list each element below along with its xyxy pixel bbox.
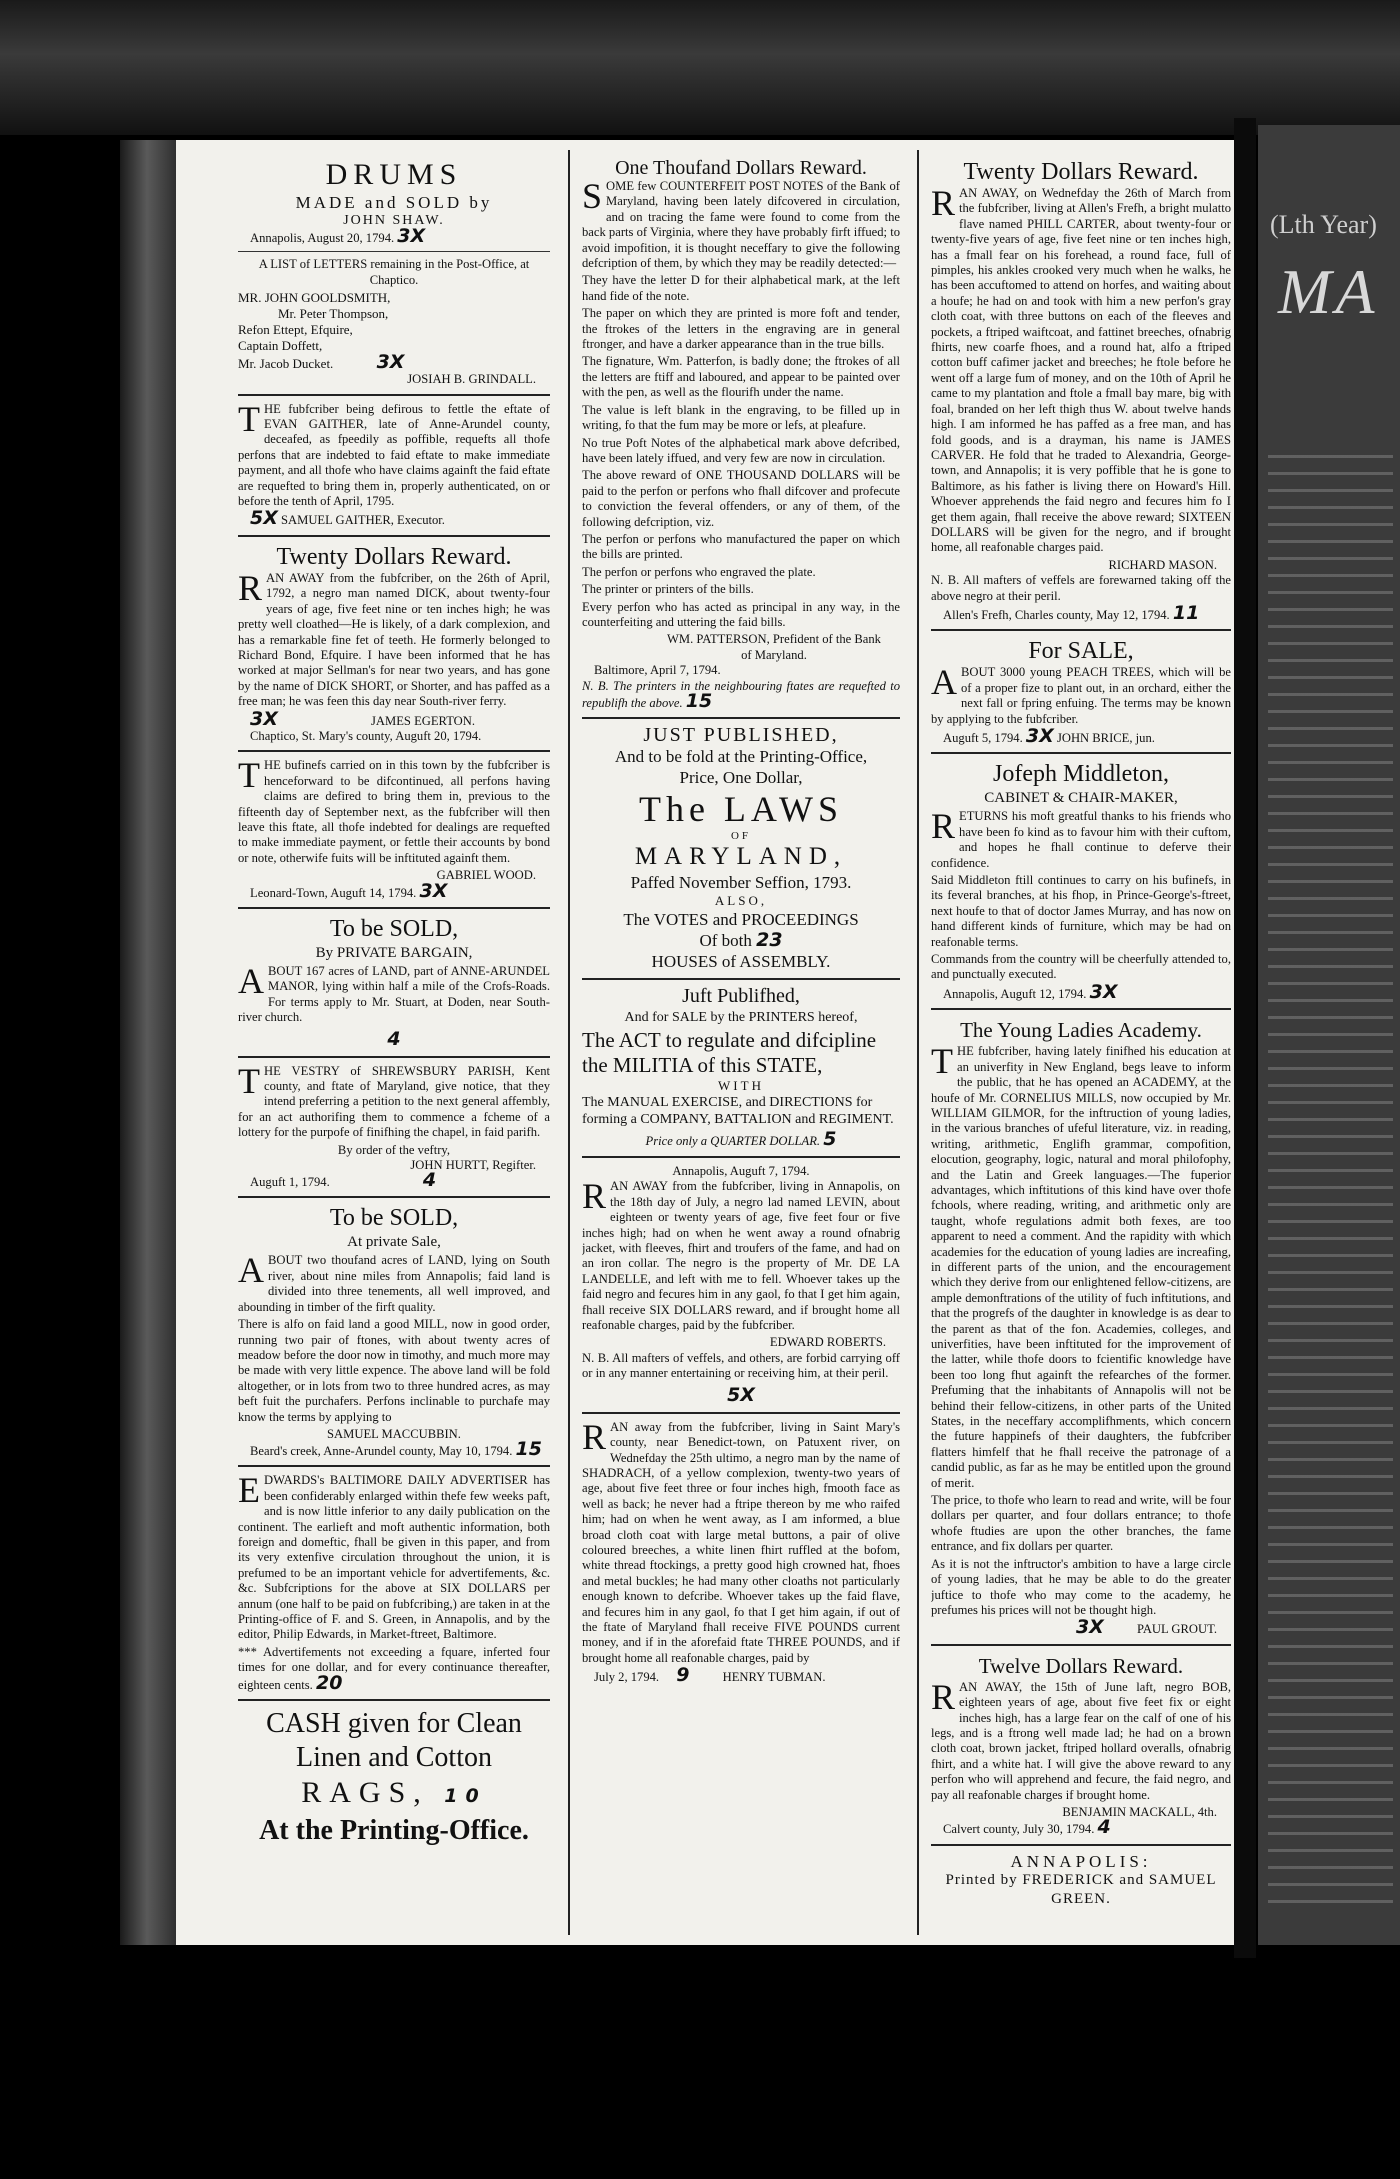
handwritten-mark: 3X bbox=[1075, 1616, 1104, 1639]
ad-body-text: DWARDS's BALTIMORE DAILY ADVERTISER has been confiderably enlarged within thefe few weeks paft, and is now little inferior to any daily publication on the continent. The earlieft and moft authentic information, both foreign and domeftic, fhall be given in this paper, and from its very extenfive circulation throughout the union, it is prefumed to be an important vehicle for advertifements, &c. &c. Subfcriptions for the above at SIX DOLLARS per annum (one half to be paid on fubfcribing,) are taken in at the Printing-office of F. and S. Green, in Annapolis, and by the editor, Philip Edwards, in Market-ftreet, Baltimore. bbox=[238, 1473, 550, 1642]
ad-body: The perfon or perfons who engraved the plate. bbox=[582, 564, 816, 579]
ad-date-line bbox=[238, 1437, 550, 1460]
divider bbox=[238, 251, 550, 252]
ad-signature: HENRY TUBMAN. bbox=[722, 1670, 826, 1685]
ad-levin bbox=[582, 1164, 900, 1405]
ad-title: To be SOLD, bbox=[329, 1205, 459, 1232]
letters-list bbox=[238, 290, 550, 372]
ad-note bbox=[582, 679, 900, 712]
ad-thousand-reward bbox=[582, 158, 900, 711]
ad-title: At the Printing-Office. bbox=[259, 1815, 529, 1847]
ad-heading: A LIST of LETTERS remaining in the Post-Office, at Chaptico. bbox=[258, 257, 530, 287]
divider bbox=[238, 1196, 550, 1198]
ad-title: DRUMS bbox=[325, 158, 463, 191]
ad-text: WITH bbox=[718, 1078, 764, 1094]
list-item-text: Mr. Jacob Ducket. bbox=[238, 356, 334, 372]
ad-shadrach bbox=[582, 1416, 900, 1687]
ad-date: Baltimore, April 7, 1794. bbox=[594, 663, 721, 678]
ad-body-text: HE bufinefs carried on in this town by the fubfcriber is henceforward to be difcontinued, all perfons having claims are defired to bring them in, previous to the fifteenth day of September next, as the fubfcriber will then leave this ftate, all thofe indebted for dealings are requefted to make immediate payment, or fettle their accounts by bond or note, otherwife fuits will be inftituted againft them. bbox=[238, 758, 550, 865]
printer-imprint bbox=[931, 1852, 1231, 1909]
divider bbox=[931, 752, 1231, 754]
ad-body-text: HE VESTRY of SHREWSBURY PARISH, Kent county, and ftate of Maryland, give notice, that they intend preferring a petition to the next general affembly, for an act authorifing them to commence a fcheme of a lottery for the purpofe of finifhing the chapel, in faid parifh. bbox=[238, 1063, 550, 1140]
ad-body bbox=[238, 961, 550, 1026]
divider bbox=[931, 1644, 1231, 1646]
ad-letters bbox=[238, 257, 550, 387]
handwritten-mark: 3X bbox=[1089, 980, 1118, 1003]
ad-body bbox=[931, 662, 1231, 727]
handwritten-mark: 15 bbox=[515, 1437, 542, 1460]
ad-body bbox=[582, 176, 900, 271]
divider bbox=[238, 1056, 550, 1058]
ad-title: JUST PUBLISHED, bbox=[643, 724, 839, 747]
page-gutter bbox=[1234, 118, 1256, 1958]
ad-body-text: AN AWAY, on Wednefday the 26th of March from the fubfcriber, living at Allen's Frefh, a bright mulatto flave named PHILL CARTER, about twenty-four or twenty-five years of age, five feet nine or ten inches high, has a fmall fear on his forehead, a round face, full of pimples, his ankles crooked very much when he walks, he has been accuftomed to attend on horfes, and waiting about a houfe; he had on and took with him a new perfon's gray cloth coat, with three buttons on each of the fleeves and pockets, a ftriped waiftcoat, and fattinet breeches, ofnabrig fhirts, new coarfe fhoes, and a round hat, alfo a ftriped cotton buff cafimer jacket and breeches; he ftole before he went off a large fum of money, and on the 10th of April he came to my plantation and ftole a fmall bay mare, big with foal, branded on her left thigh thus W. about twelve hands high. I am informed he has paffed as a free man, and has fold goods, and is a drayman, his name is JAMES CARVER. He fold that he traded to Alexandria, George-town, and Annapolis; it is very poffible that he is gone to Baltimore, as his father is living there on Howard's Hill. Whoever apprehends the faid negro and fecures him fo I get them again, fhall receive the above reward; SIXTEEN DOLLARS will be given for the negro, and if brought home, all reafonable charges paid. bbox=[931, 186, 1231, 555]
handwritten-mark: 3X bbox=[250, 707, 278, 730]
ad-date-line bbox=[238, 225, 550, 247]
ad-body bbox=[238, 755, 550, 866]
neighbor-page-header: (Lth Year) bbox=[1270, 210, 1377, 239]
ad-body bbox=[582, 1416, 900, 1667]
ad-body bbox=[931, 183, 1231, 556]
ad-date: Annapolis, Auguft 12, 1794. bbox=[943, 986, 1087, 1001]
ad-body-text: HE fubfcriber being defirous to fettle the eftate of EVAN GAITHER, late of Anne-Arundel county, deceafed, as fpeedily as poffible, requefts all thofe perfons that are indebted to faid eftate to make immediate payment, and all thofe who have claims againft the faid eftate are requefted to bring them in, properly authenticated, on or before the tenth of April, 1795. bbox=[238, 401, 550, 509]
ad-body bbox=[238, 1250, 550, 1315]
ad-title: RAGS, bbox=[301, 1776, 429, 1810]
ad-body bbox=[931, 806, 1231, 871]
ad-title: For SALE, bbox=[1028, 638, 1134, 665]
divider bbox=[238, 1699, 550, 1701]
neighbor-page bbox=[1258, 125, 1400, 1945]
ad-title: MARYLAND, bbox=[634, 843, 848, 871]
drop-cap: R bbox=[931, 1676, 956, 1717]
ad-body-text: *** Advertifements not exceeding a fquare, inferted four times for one dollar, and for every continuance thereafter, eighteen cents. bbox=[238, 1644, 550, 1692]
ad-order: By order of the veftry, bbox=[337, 1142, 451, 1157]
ad-drums bbox=[238, 158, 550, 246]
drop-cap: R bbox=[582, 1176, 607, 1217]
ad-reward-dick bbox=[238, 543, 550, 744]
ad-subtitle-line bbox=[582, 930, 900, 951]
ad-date: Auguft 5, 1794. bbox=[943, 731, 1023, 745]
ad-body-text: HE fubfcriber, having lately finifhed his education at an univerfity in New England, begs leave to inform the public, that he has opened an ACADEMY, at the houfe of Mr. CORNELIUS MILLS, now occupied by Mr. WILLIAM GILMOR, for the inftruction of young ladies, in the various branches of ufeful literature, viz. in reading, writing, arithmetic, Englifh grammar, compofition, elocution, geography, logic, natural and moral philofophy, and the Latin and Greek languages.—The fuperior advantages, which inftitutions of this kind have over thofe fchools, where reading, writing, and arithmetic only are taught, whofe regulations admit both fexes, are too apparent to need a comment. And the rapidity with which academies for the education of young ladies are increafing, in different parts of the union, and the encouragement which they derive from our enlightened fellow-citizens, are ample demonftrations of the utility of fuch inftitutions, and that the progrefs of the daughter in knowledge is as dear to the parent as that of the fon. Academies, colleges, and univerfities, have been inftituted for the improvement of the latter, while thofe doors to fcientific knowledge have been too long fhut againft the refearches of the former. Prefuming that the inhabitants of Annapolis will not be behind their fellow-citizens, in other parts of the United States, in the neceffary accomplifhments, which concern the future happinefs of their daughters, the fubfcriber flatters himfelf that he fhall receive the patronage of a candid public, as far as he may be entitled upon the ground of merit. bbox=[931, 1044, 1231, 1490]
ad-title: The Young Ladies Academy. bbox=[960, 1018, 1202, 1043]
handwritten-mark: 3X bbox=[376, 351, 405, 374]
drop-cap: T bbox=[238, 398, 260, 439]
scan-background-bottom bbox=[0, 1960, 1400, 2179]
ad-title: To be SOLD, bbox=[329, 916, 459, 942]
divider bbox=[238, 750, 550, 752]
imprint-printer: Printed by FREDERICK and SAMUEL GREEN. bbox=[945, 1871, 1217, 1907]
ad-subtitle: The MANUAL EXERCISE, and DIRECTIONS for forming a COMPANY, BATTALION and REGIMENT. bbox=[582, 1095, 894, 1128]
handwritten-mark: 3X bbox=[1025, 725, 1054, 747]
ad-date: Allen's Frefh, Charles county, May 12, 1794. bbox=[943, 607, 1170, 622]
ad-price: Price only a QUARTER DOLLAR. bbox=[645, 1134, 821, 1149]
scan-background-top bbox=[0, 0, 1400, 135]
handwritten-line bbox=[582, 1384, 900, 1406]
ad-signature: GABRIEL WOOD. bbox=[436, 868, 536, 883]
drop-cap: T bbox=[238, 1060, 260, 1101]
list-item: MR. JOHN GOOLDSMITH, bbox=[238, 290, 391, 306]
ad-seller: JOHN SHAW. bbox=[343, 213, 445, 228]
divider bbox=[931, 1008, 1231, 1010]
ad-wood bbox=[238, 755, 550, 902]
handwritten-mark: 5X bbox=[727, 1383, 755, 1406]
ad-reward-bob bbox=[931, 1652, 1231, 1838]
handwritten-mark: 4 bbox=[1097, 1816, 1111, 1839]
ad-date-line bbox=[931, 980, 1231, 1003]
ad-signature: JOHN HURTT, Regifter. bbox=[410, 1157, 536, 1172]
ad-subtitle: And to be fold at the Printing-Office, bbox=[614, 747, 868, 767]
divider bbox=[582, 1412, 900, 1414]
ad-signature: EDWARD ROBERTS. bbox=[769, 1335, 886, 1350]
ad-body: The price, to thofe who learn to read and write, will be four dollars per quarter, and four dollars entrance; to thofe whofe ftudies are upon the other branches, the fame entrance, and fix dollars per quarter. bbox=[931, 1493, 1231, 1554]
drop-cap: R bbox=[931, 806, 956, 847]
handwritten-mark: 3X bbox=[419, 879, 448, 902]
ad-subtitle: At private Sale, bbox=[347, 1234, 441, 1251]
column-middle bbox=[582, 158, 900, 1927]
ad-signature: SAMUEL MACCUBBIN. bbox=[327, 1426, 461, 1441]
handwritten-mark: 10 bbox=[444, 1785, 487, 1808]
ad-date-line bbox=[238, 879, 550, 902]
column-rule bbox=[917, 150, 919, 1935]
drop-cap: R bbox=[582, 1416, 607, 1457]
ad-date: Annapolis, Auguft 7, 1794. bbox=[672, 1164, 810, 1179]
ad-vestry bbox=[238, 1060, 550, 1192]
handwritten-mark: 4 bbox=[387, 1027, 401, 1050]
ad-laws bbox=[582, 725, 900, 972]
newspaper-page bbox=[176, 140, 1234, 1945]
ad-date: Leonard-Town, Auguft 14, 1794. bbox=[250, 885, 417, 900]
divider bbox=[238, 1465, 550, 1467]
drop-cap: A bbox=[931, 662, 957, 703]
ad-note: N. B. All mafters of veffels, and others, are forbid carrying off or in any manner entertaining or receiving him, at their peril. bbox=[582, 1350, 900, 1381]
ad-price-line bbox=[582, 1128, 900, 1150]
handwritten-line bbox=[238, 1028, 550, 1050]
divider bbox=[582, 1156, 900, 1158]
ad-signature: RICHARD MASON. bbox=[1108, 557, 1217, 572]
ad-subtitle: Of both bbox=[699, 931, 752, 951]
list-item: Refon Ettept, Efquire, bbox=[238, 322, 353, 338]
ad-signature: JOSIAH B. GRINDALL. bbox=[407, 372, 536, 387]
list-item bbox=[238, 351, 550, 374]
ad-signature: SAMUEL GAITHER, Executor. bbox=[281, 513, 445, 528]
drop-cap: E bbox=[238, 1470, 260, 1511]
ad-title: The ACT to regulate and difcipline the MILITIA of this STATE, bbox=[582, 1028, 877, 1078]
ad-body: The printer or printers of the bills. bbox=[582, 582, 754, 597]
ad-title-line bbox=[238, 1775, 550, 1814]
ad-date: July 2, 1794. bbox=[594, 1670, 660, 1685]
divider bbox=[931, 1844, 1231, 1846]
column-right bbox=[931, 158, 1231, 1927]
neighbor-page-title: MA bbox=[1278, 256, 1379, 327]
ad-date: Calvert county, July 30, 1794. bbox=[943, 1822, 1095, 1837]
ad-title: Jofeph Middleton, bbox=[993, 761, 1169, 788]
list-item: Mr. Peter Thompson, bbox=[278, 306, 389, 322]
list-item: Captain Doffett, bbox=[238, 338, 323, 354]
ad-signature-line bbox=[931, 1616, 1231, 1639]
handwritten-mark: 5 bbox=[823, 1128, 837, 1151]
imprint-city: ANNAPOLIS: bbox=[1010, 1851, 1152, 1871]
ad-signature-line bbox=[582, 1664, 900, 1687]
ad-peach-trees bbox=[931, 637, 1231, 746]
ad-date: Beard's creek, Anne-Arundel county, May 10, 1794. bbox=[250, 1443, 513, 1458]
divider bbox=[238, 394, 550, 396]
divider bbox=[582, 717, 900, 719]
ad-militia-act bbox=[582, 986, 900, 1150]
ad-body: Said Middleton ftill continues to carry on his bufinefs, in its feveral branches, at his fhop, in Prince-George's-ftreet, next houfe to that of doctor James Murray, and has now on hand different kinds of furniture, which may be had on reafonable terms. bbox=[931, 873, 1231, 949]
ad-body: No true Poft Notes of the alphabetical mark above defcribed, have been lately iffued, and very few are now in circulation. bbox=[582, 435, 900, 465]
ad-title: Twenty Dollars Reward. bbox=[276, 543, 512, 570]
drop-cap: R bbox=[238, 567, 263, 608]
ad-cash-rags bbox=[238, 1707, 550, 1848]
ad-body-text: OME few COUNTERFEIT POST NOTES of the Bank of Maryland, having been lately difcovered in circulation, and on tracing the fame were found to come from the back parts of Virginia, where they have probably firft iffued; to avoid impofition, it is thought neceffary to give the following defcription of them, by which they may be readily detected:— bbox=[582, 179, 900, 271]
ad-body: The above reward of ONE THOUSAND DOLLARS will be paid to the perfon or perfons who fhall difcover and profecute to conviction the feveral offenders, or any of them, of the following defcription, viz. bbox=[582, 468, 900, 529]
handwritten-mark: 11 bbox=[1172, 601, 1200, 624]
ad-body: As it is not the inftructor's ambition to have a large circle of young ladies, that he may be able to do the greater juftice to thofe who may come to the academy, he prefumes his prices will not be thought high. bbox=[931, 1556, 1231, 1617]
ad-body: Every perfon who has acted as principal in any way, in the counterfeiting and uttering the faid bills. bbox=[582, 599, 900, 629]
ad-body: The fignature, Wm. Patterfon, is badly done; the ftrokes of all the letters are ftiff and laboured, and appear to be painted over with the pen, as well as the flourifh under the name. bbox=[582, 354, 900, 400]
ad-title: One Thoufand Dollars Reward. bbox=[615, 158, 867, 179]
ad-body bbox=[238, 398, 550, 510]
ad-note-text: N. B. The printers in the neighbouring ftates are requefted to republifh the above. bbox=[582, 678, 900, 710]
ad-title: Twelve Dollars Reward. bbox=[978, 1653, 1184, 1678]
ad-text: ALSO, bbox=[714, 893, 768, 909]
ad-subtitle: By PRIVATE BARGAIN, bbox=[315, 945, 473, 961]
ad-body-text: BOUT 167 acres of LAND, part of ANNE-ARUNDEL MANOR, lying within half a mile of the Crofs-Roads. For terms apply to Mr. Stuart, at Doden, near South-river church. bbox=[238, 964, 550, 1025]
drop-cap: A bbox=[238, 1250, 264, 1291]
ad-subtitle: The VOTES and PROCEEDINGS bbox=[623, 910, 859, 930]
ad-body bbox=[238, 1470, 550, 1642]
ad-text: OF bbox=[730, 830, 752, 843]
drop-cap: T bbox=[238, 755, 260, 796]
ad-signature: BENJAMIN MACKALL, 4th. bbox=[1062, 1804, 1217, 1819]
ad-subtitle: CABINET & CHAIR-MAKER, bbox=[984, 790, 1178, 807]
ad-sold-manor bbox=[238, 915, 550, 1050]
ad-body: There is alfo on faid land a good MILL, now in good order, running two pair of ftones, with about twenty acres of meadow before the door now in timothy, and much more may be made with very little expence. The above land will be fold altogether, or in lots from two to three hundred acres, as may beft fuit the purchafers. Perfons inclinable to purchafe may know the terms by applying to bbox=[238, 1317, 550, 1424]
ad-price: Price, One Dollar, bbox=[679, 768, 803, 788]
ad-body-text: AN away from the fubfcriber, living in Saint Mary's county, near Benedict-town, on Patuxent river, on Wednefday the 25th ultimo, a negro man by the name of SHADRACH, of a yellow complexion, twenty-two years of age, about five feet three or four inches high, fmooth face as well as back; he never had a ftripe thereon by me who raifed him; had on when he went away, as I am informed, a blue broad cloth coat with large metal buttons, a pair of olive coloured breeches, a white linen fhirt ruffled at the bofom, white thread ftockings, a pretty good high crowned hat, fhoes and metal buckles; he had many other cloaths not particularly enough known to defcribe. Whoever takes up the faid flave, and fecures him in any gaol, fo that I get him again, if out of the ftate of Maryland fhall receive FIVE POUNDS current money, and if in the aforefaid ftate THREE POUNDS, and if brought home all reafonable charges, paid by bbox=[582, 1419, 900, 1665]
ad-body-text: ETURNS his moft greatful thanks to his friends who have been fo kind as to favour him with their cuftom, and hopes he fhall continue to deferve their confidence. bbox=[931, 809, 1231, 870]
book-binding bbox=[120, 140, 180, 1945]
ad-date: Chaptico, St. Mary's county, Auguft 20, 1794. bbox=[250, 728, 482, 743]
ad-body: The perfon or perfons who manufactured the paper on which the bills are printed. bbox=[582, 531, 900, 562]
ad-signature: WM. PATTERSON, Prefident of the Bank of Maryland. bbox=[667, 632, 881, 662]
column-left bbox=[238, 158, 550, 1927]
handwritten-mark: 23 bbox=[756, 929, 783, 952]
ad-body-text: BOUT two thoufand acres of LAND, lying on South river, about nine miles from Annapolis; faid land is divided into three tenements, all well improved, and abounding in timber of the firft quality. bbox=[238, 1253, 550, 1314]
divider bbox=[582, 978, 900, 980]
ad-signature-line bbox=[931, 725, 1231, 747]
ad-body: The paper on which they are printed is more foft and tender, the ftrokes of the letters in the engraving are in general ftronger, and have a darker appearance than in the true bills. bbox=[582, 306, 900, 352]
ad-signature: PAUL GROUT. bbox=[1136, 1622, 1217, 1637]
ad-body bbox=[931, 1676, 1231, 1803]
ad-middleton bbox=[931, 760, 1231, 1002]
ad-title: The LAWS bbox=[638, 789, 844, 830]
ad-body bbox=[238, 1645, 550, 1693]
ad-body bbox=[238, 567, 550, 710]
ad-body-text: AN AWAY from the fubfcriber, on the 26th of April, 1792, a negro man named DICK, about twenty-four years of age, five feet nine or ten inches high; he was pretty well cloathed—He is likely, of a dark complexion, and has a remarkable fine fet of teeth. He formerly belonged to Richard Bond, Efquire. I have been informed that he has worked at major Sellman's for near two years, and has gone by the name of DICK SHORT, or Shorter, and has paffed as a free man; he was feen this day near South-river ferry. bbox=[238, 570, 550, 709]
drop-cap: R bbox=[931, 183, 956, 223]
ad-date: Annapolis, August 20, 1794. bbox=[250, 231, 395, 245]
ad-gaither bbox=[238, 398, 550, 530]
ad-edwards bbox=[238, 1470, 550, 1694]
ad-date: Auguft 1, 1794. bbox=[250, 1175, 330, 1190]
ad-title: Twenty Dollars Reward. bbox=[963, 159, 1199, 185]
ad-title: Juft Publifhed, bbox=[682, 985, 800, 1008]
drop-cap: S bbox=[582, 176, 603, 216]
ad-body bbox=[582, 1176, 900, 1333]
ad-body: Commands from the country will be cheerfully attended to, and punctually executed. bbox=[931, 952, 1231, 982]
handwritten-mark: 3X bbox=[397, 225, 426, 247]
column-rule bbox=[568, 150, 570, 1935]
ad-body bbox=[238, 1060, 550, 1141]
handwritten-mark: 9 bbox=[676, 1664, 690, 1687]
divider bbox=[238, 907, 550, 909]
ad-signature: JOHN BRICE, jun. bbox=[1056, 731, 1155, 745]
ad-body-text: AN AWAY from the fubfcriber, living in Annapolis, on the 18th day of July, a negro lad named LEVIN, about eighteen or twenty years of age, five feet four or five inches high; had on when he went away a round ofnabrig jacket, with fleeves, fhirt and troufers of the fame, and had on an iron collar. The negro is the property of Mr. DE LA LANDELLE, and left with me to fell. Whoever takes up the faid negro and fecures him in any gaol, fo that I get him again, fhall receive SIX DOLLARS reward, and if brought home all reafonable charges, paid by the fubfcriber. bbox=[582, 1179, 900, 1333]
ad-signature-line bbox=[238, 707, 550, 730]
ad-subtitle: Paffed November Seffion, 1793. bbox=[630, 873, 852, 893]
handwritten-mark: 15 bbox=[685, 690, 713, 712]
ad-signature: JAMES EGERTON. bbox=[371, 713, 475, 728]
ad-signature-line bbox=[238, 507, 550, 530]
handwritten-mark: 5X bbox=[250, 507, 278, 530]
ad-subtitle: MADE and SOLD by bbox=[295, 193, 493, 212]
drop-cap: A bbox=[238, 961, 264, 1001]
ad-body: They have the letter D for their alphabetical mark, at the left hand fide of the note. bbox=[582, 273, 900, 303]
ad-reward-phill bbox=[931, 158, 1231, 623]
ad-sold-river bbox=[238, 1204, 550, 1459]
ad-date-line bbox=[238, 1169, 550, 1192]
neighbor-page-text bbox=[1268, 455, 1393, 1915]
ad-body: The value is left blank in the engraving, to be filled up in writing, fo that the fum may be more or lefs, at pleafure. bbox=[582, 402, 900, 433]
ad-title: CASH given for Clean bbox=[266, 1708, 522, 1740]
ad-body-text: AN AWAY, the 15th of June laft, negro BOB, eighteen years of age, about five feet fix or eight inches high, has a large fear on the calf of one of his legs, and is a ftrong well made lad; he had on a brown cloth coat, brown jacket, ftriped hollard overalls, ofnabrig fhirt, and a white hat. I will give the above reward to any perfon who will apprehend and fecure, the faid negro, and pay all reafonable charges if brought home. bbox=[931, 1679, 1231, 1802]
drop-cap: T bbox=[931, 1041, 953, 1082]
ad-subtitle: HOUSES of ASSEMBLY. bbox=[651, 952, 831, 972]
ad-date-line bbox=[931, 601, 1231, 624]
ad-body-text: BOUT 3000 young PEACH TREES, which will be of a proper fize to plant out, in an orchard, either the next fall or fpring enfuing. The terms may be known by applying to the fubfcriber. bbox=[931, 665, 1231, 726]
ad-academy bbox=[931, 1016, 1231, 1637]
ad-title: Linen and Cotton bbox=[296, 1742, 492, 1774]
ad-subtitle: And for SALE by the PRINTERS hereof, bbox=[624, 1010, 858, 1026]
divider bbox=[931, 629, 1231, 631]
handwritten-mark: 20 bbox=[316, 1671, 343, 1694]
divider bbox=[238, 535, 550, 537]
ad-body bbox=[931, 1041, 1231, 1491]
handwritten-mark: 4 bbox=[422, 1169, 437, 1192]
ad-date-line bbox=[931, 1816, 1231, 1839]
ad-note: N. B. All mafters of veffels are forewarned taking off the above negro at their peril. bbox=[931, 573, 1231, 603]
